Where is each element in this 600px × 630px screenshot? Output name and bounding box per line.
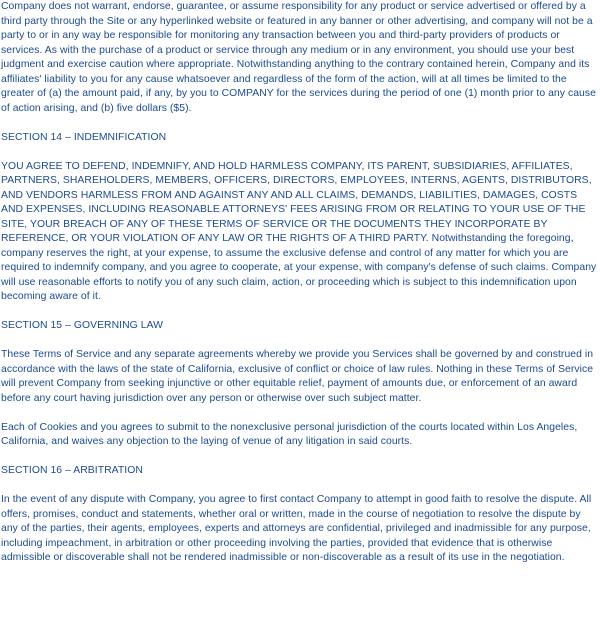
section-16-heading: SECTION 16 – ARBITRATION: [1, 465, 143, 476]
section-14-heading: SECTION 14 – INDEMNIFICATION: [1, 131, 167, 143]
limitation-of-liability-paragraph: Company does not warrant, endorse, guarantee, or assume responsibility for any product or service advertised or offered by a third party through the Site or any hyperlinked website or featured in any banner or other advertising, and company will not be a party to or in any way be responsible for monitoring any transaction between you and third-party providers of products or services. As with the purchase of a product or service through any medium or in any environment, you should use your best judgment and exercise caution where appropriate. Notwithstanding anything to the contrary contained herein, Company and its affiliates' liability to you for any cause whatsoever and regardless of the form of the action, will at all times be limited to the greater of (a) the amount paid, if any, by you to COMPANY for the services during the period of one (1) month prior to any cause of action arising, and (b) five dollars ($5).: [1, 1, 596, 114]
section-15-heading: SECTION 15 – GOVERNING LAW: [1, 320, 164, 331]
section-16-body: In the event of any dispute with Company, you agree to first contact Company to attempt in good faith to resolve the dispute. All offers, promises, conduct and statements, whether oral or written, made in the course of negotiation to resolve the dispute by any of the parties, their agents, employees, experts and attorneys are confidential, privileged and inadmissible for any purpose, including impeachment, in arbitration or other proceeding involving the parties, provided that evidence that is otherwise admissible or discoverable shall not be rendered inadmissible or non-discoverable as a result of its use in the negotiation.: [1, 494, 592, 563]
section-15-body-2: Each of Cookies and you agrees to submit to the nonexclusive personal jurisdiction of the courts located within Los Angeles, California, and waives any objection to the laying of venue of any litigation in said courts.: [1, 421, 578, 447]
section-15-body-1: These Terms of Service and any separate agreements whereby we provide you Services shall be governed by and construed in accordance with the laws of the state of California, exclusive of conflict or choice of law rules. Nothing in these Terms of Service will prevent Company from seeking injunctive or other equitable relief, payment of amounts due, or enforcement of an award before any court having jurisdiction over any person or otherwise over such subject matter.: [1, 349, 594, 404]
section-14-body: YOU AGREE TO DEFEND, INDEMNIFY, AND HOLD HARMLESS COMPANY, ITS PARENT, SUBSIDIARIES, AFFILIATES, PARTNERS, SHAREHOLDERS, MEMBERS, OFFICERS, DIRECTORS, EMPLOYEES, INTERNS, AGENTS, DISTRIBUTORS, AND VENDORS HARMLESS FROM AND AGAINST ANY AND ALL CLAIMS, DEMANDS, LIABILITIES, DAMAGES, COSTS AND EXPENSES, INCLUDING REASONABLE ATTORNEYS' FEES ARISING FROM OR RELATING TO YOUR USE OF THE SITE, YOUR BREACH OF ANY OF THESE TERMS OF SERVICE OR THE DOCUMENTS THEY INCORPORATE BY REFERENCE, OR YOUR VIOLATION OF ANY LAW OR THE RIGHTS OF A THIRD PARTY. Notwithstanding the foregoing, company reserves the right, at your expense, to assume the exclusive defense and control of any matter for which you are required to indemnify company, and you agree to cooperate, at your expense, with company's defense of such claims. Company will use reasonable efforts to notify you of any such claim, action, or proceeding which is subject to this indemnification upon becoming aware of it.: [1, 160, 597, 302]
